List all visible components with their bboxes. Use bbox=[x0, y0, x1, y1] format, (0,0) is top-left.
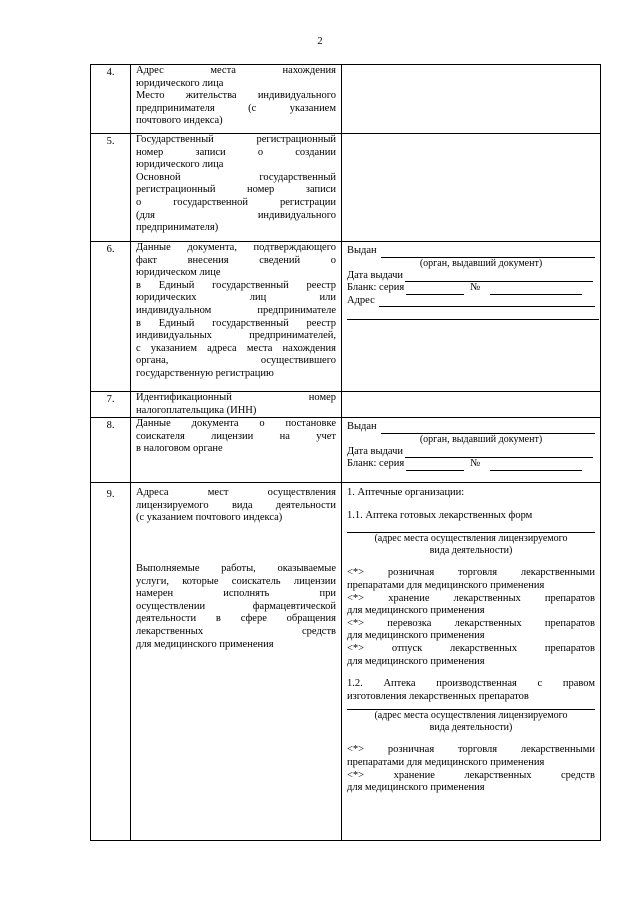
section-1-1-address-line[interactable] bbox=[347, 522, 595, 533]
section-1-1-caption: (адрес места осуществления лицензируемого вида деятельности) bbox=[374, 533, 568, 557]
section-1-2-caption: (адрес места осуществления лицензируемого вида деятельности) bbox=[374, 710, 568, 734]
address-field[interactable]: Адрес bbox=[347, 295, 595, 308]
row-number: 6. bbox=[91, 242, 131, 392]
row-label: Адрес места нахождения юридического лица Место жительства индивидуального предпринимателя (с указанием почтового индекса) bbox=[131, 65, 342, 134]
table-row bbox=[91, 392, 601, 418]
page-number: 2 bbox=[317, 36, 323, 47]
license-application-table bbox=[90, 64, 601, 841]
row-number: 4. bbox=[91, 65, 131, 134]
registration-doc-fields bbox=[342, 242, 601, 392]
works-description: Выполняемые работы, оказываемые услуги, которые соискатель лицензии намерен исполнять при осуществлении фармацевтической деятельности в сфере обращения лекарственных средств для медицинского применения bbox=[136, 562, 336, 650]
row-number: 8. bbox=[91, 418, 131, 483]
issuer-caption: (орган, выдавший документ) bbox=[419, 433, 543, 445]
row-label: Государственный регистрационный номер записи о создании юридического лица Основной государственный регистрационный номер записи о государственной регистрации (для индивидуального предпринимателя) bbox=[131, 134, 342, 242]
section-1-2-address-line[interactable] bbox=[347, 703, 595, 710]
issuer-caption: (орган, выдавший документ) bbox=[419, 257, 543, 269]
section-1-1-items bbox=[347, 567, 595, 668]
row-label: Данные документа о постановке соискателя лицензии на учет в налоговом органе bbox=[131, 418, 342, 483]
issue-date-field[interactable]: Дата выдачи bbox=[347, 446, 595, 459]
address-line-2[interactable] bbox=[347, 307, 599, 320]
list-item[interactable]: <*> перевозка лекарственных препаратов для медицинского применения bbox=[347, 617, 595, 642]
table-row bbox=[91, 418, 601, 483]
row-label: Идентификационный номер налогоплательщика (ИНН) bbox=[131, 392, 342, 418]
form-series-field[interactable]: Бланк: серия № bbox=[347, 282, 595, 295]
row-label: Данные документа, подтверждающего факт внесения сведений о юридическом лице в Единый государственный реестр юридических лиц или индивидуальном предпринимателе в Единый государственный реестр индивидуальных предпринимателей, с указанием адреса места нахождения органа, осуществившего государственную регистрацию bbox=[131, 242, 342, 392]
issued-by-field[interactable]: Выдан bbox=[347, 245, 595, 258]
issue-date-field[interactable]: Дата выдачи bbox=[347, 270, 595, 283]
table-row bbox=[91, 483, 601, 841]
form-series-field[interactable]: Бланк: серия № bbox=[347, 458, 595, 471]
activity-addresses bbox=[342, 483, 601, 841]
list-item[interactable]: <*> розничная торговля лекарственными препаратами для медицинского применения bbox=[347, 744, 595, 768]
row-label: Адреса мест осуществления лицензируемого вида деятельности (с указанием почтового индекса) Выполняемые работы, оказываемые услуги, которые соискатель лицензии намерен исполнять при осуществлении фармацевтической деятельности в сфере обращения лекарственных средств для медицинского применения bbox=[131, 483, 342, 841]
section-1-2-items bbox=[347, 744, 595, 794]
list-item[interactable]: <*> розничная торговля лекарственными препаратами для медицинского применения bbox=[347, 567, 595, 591]
table-row bbox=[91, 134, 601, 242]
ogrn-value[interactable] bbox=[342, 134, 601, 242]
list-item[interactable]: <*> хранение лекарственных препаратов для медицинского применения bbox=[347, 592, 595, 617]
list-item[interactable]: <*> отпуск лекарственных препаратов для медицинского применения bbox=[347, 642, 595, 667]
table-row bbox=[91, 242, 601, 392]
table-row bbox=[91, 65, 601, 134]
tax-registration-fields bbox=[342, 418, 601, 483]
row-number: 5. bbox=[91, 134, 131, 242]
inn-value[interactable] bbox=[342, 392, 601, 418]
row-number: 7. bbox=[91, 392, 131, 418]
list-item[interactable]: <*> хранение лекарственных средств для медицинского применения bbox=[347, 769, 595, 794]
pharmacy-heading: 1. Аптечные организации: bbox=[347, 487, 465, 499]
section-1-1-title: 1.1. Аптека готовых лекарственных форм bbox=[347, 509, 533, 521]
legal-address-value[interactable] bbox=[342, 65, 601, 134]
row-number: 9. bbox=[91, 483, 131, 841]
issued-by-field[interactable]: Выдан bbox=[347, 421, 595, 434]
section-1-2-title: 1.2. Аптека производственная с правом изготовления лекарственных препаратов bbox=[347, 678, 595, 702]
